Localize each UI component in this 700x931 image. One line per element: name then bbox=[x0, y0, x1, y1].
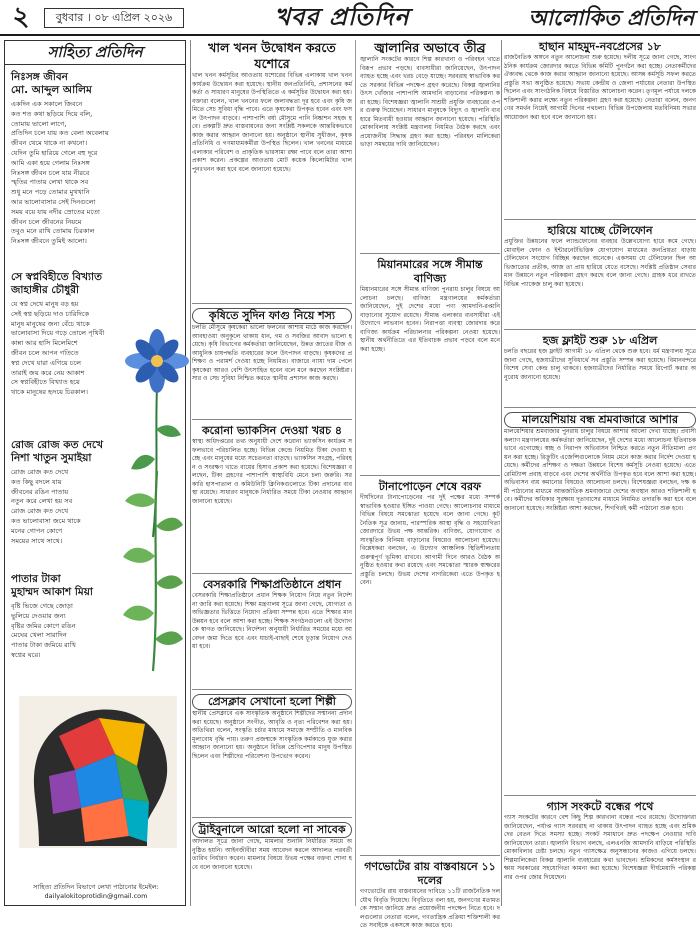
masthead bbox=[0, 0, 700, 36]
story-tribunal bbox=[192, 822, 352, 906]
colorful-head-illustration bbox=[19, 696, 177, 848]
story-headline: কৃষিতে সুদিন ফাগু নিয়ে শস্য bbox=[192, 308, 352, 324]
story-fuel-shortage bbox=[360, 40, 500, 254]
newspaper-title: খবর প্রতিদিন bbox=[274, 2, 410, 31]
story-telephone bbox=[504, 224, 696, 330]
story-body: গ্যাস সংকটের কারণে বেশ কিছু শিল্প কারখানা বন্ধের পথে রয়েছে। উদ্যোক্তারা জানিয়েছেন, পর্যাপ্ত গ্যাস সরবরাহ না থাকায় উৎপাদন ব্যাহত হচ্ছে এবং শ্রমিকদের বেতন দিতে সমস্যা হচ্ছে। সংকট সমাধানে দ্রুত পদক্ষেপ নেওয়ার দাবি জানিয়েছেন তারা। জ্বালানি বিভাগ বলছে, এলএনজি আমদানি বাড়িয়ে পরিস্থিতি মোকাবিলার চেষ্টা চলছে। নতুন গ্যাসক্ষেত্র অনুসন্ধানের কাজও এগিয়ে চলছে। শিল্পমালিকেরা বিকল্প জ্বালানি ব্যবহারের কথা ভাবছেন। শ্রমিকদের কর্মসংস্থান রক্ষায় সরকারের সহযোগিতা কামনা করা হয়েছে। বিশেষজ্ঞরা দীর্ঘমেয়াদি পরিকল্পনার ওপর জোর দিয়েছেন। bbox=[504, 814, 696, 881]
submission-email: dailyalokitoprotidin@gmail.com bbox=[44, 892, 148, 900]
literature-column bbox=[4, 40, 186, 906]
poem-text: বৃষ্টি ভিজে গেছে জোড়া ভুলিয়ে দেওয়ার জন্য বৃষ্টির জমির কোণে রঙিন মেঘের খেলা সারাদিন পাতার টাকা জমিয়ে রাখি স্বপ্নের ঘরে। bbox=[11, 602, 76, 659]
story-headline: টানাপোড়েন শেষে বরফ bbox=[378, 480, 482, 493]
page-number: ২ bbox=[12, 2, 30, 32]
story-headline: খাল খনন উদ্বোধন করতে যশোরে bbox=[208, 40, 336, 71]
poem-author: জাহাঙ্গীর চৌধুরী bbox=[11, 284, 79, 296]
story-headline: গণভোটের রায় বাস্তবায়নে ১১ দলের bbox=[364, 860, 496, 887]
story-body: জ্বালানি সংকটের কারণে শিল্প কারখানা ও পরিবহন খাতে বিরূপ প্রভাব পড়ছে। ব্যবসায়ীরা জানিয়েছেন, উৎপাদন ব্যাহত হচ্ছে এবং খরচ বেড়ে যাচ্ছে। সরবরাহ স্বাভাবিক করতে সরকার বিভিন্ন পদক্ষেপ গ্রহণ করেছে। বিকল্প জ্বালানির উৎস খোঁজার পাশাপাশি আমদানি বাড়ানোর পরিকল্পনা করা হচ্ছে। বিশেষজ্ঞরা জ্বালানি সাশ্রয়ী প্রযুক্তি ব্যবহারের ওপর গুরুত্ব দিয়েছেন। সাধারণ মানুষকে বিদ্যুৎ ও জ্বালানি ব্যবহারে মিতব্যয়ী হওয়ার আহ্বান জানানো হয়েছে। পরিস্থিতি মোকাবিলায় সংশ্লিষ্ট মন্ত্রণালয় নিয়মিত বৈঠক করছে এবং প্রয়োজনীয় সিদ্ধান্ত গ্রহণ করা হচ্ছে। পরিবহন মালিকেরা ভাড়া সমন্বয়ের দাবি জানিয়েছেন। bbox=[360, 56, 500, 148]
story-private-schools bbox=[192, 578, 352, 690]
poem-title: সে স্বপ্নবিহীতে বিখ্যাত bbox=[11, 271, 102, 283]
story-headline: মিয়ানমারের সঙ্গে সীমান্ত বাণিজ্য bbox=[377, 258, 483, 285]
poem-author: মো. আব্দুল আলিম bbox=[11, 84, 92, 96]
inner-column-divider bbox=[355, 40, 356, 906]
story-hasan-mahmud bbox=[504, 40, 696, 220]
poem-title: নিঃসঙ্গ জীবন bbox=[11, 71, 68, 83]
issue-date: বুধবার । ০৮ এপ্রিল ২০২৬ bbox=[44, 8, 184, 28]
literature-header: সাহিত্য প্রতিদিন bbox=[5, 41, 185, 65]
section-title: আলোকিত প্রতিদিন bbox=[528, 5, 694, 30]
story-body: গণভোটের রায় বাস্তবায়নের দাবিতে ১১টি রাজনৈতিক দল যৌথ বিবৃতি দিয়েছে। বিবৃতিতে বলা হয়, জনগণের মতামতকে সম্মান জানিয়ে দ্রুত প্রয়োজনীয় পদক্ষেপ নিতে হবে। দলগুলোর নেতারা বলেন, গণতান্ত্রিক প্রক্রিয়া শক্তিশালী করতে সবাইকে একসঙ্গে কাজ করতে হবে। bbox=[360, 888, 500, 929]
story-body: দীর্ঘদিনের টানাপোড়েনের পর দুই পক্ষের মধ্যে সম্পর্ক স্বাভাবিক হওয়ার ইঙ্গিত পাওয়া গেছে। আলোচনার মাধ্যমে বিভিন্ন বিষয়ে সমঝোতা হয়েছে বলে জানা গেছে। কূটনৈতিক সূত্র জানায়, পারস্পরিক আস্থা বৃদ্ধি ও সহযোগিতা জোরদারে উভয় পক্ষ আন্তরিক। বাণিজ্য, যোগাযোগ ও সাংস্কৃতিক বিনিময় বাড়ানোর বিষয়েও আলোচনা হয়েছে। বিশ্লেষকরা বলছেন, এ উদ্যোগ আঞ্চলিক স্থিতিশীলতায় গুরুত্বপূর্ণ ভূমিকা রাখবে। আগামী দিনে আরও বৈঠক অনুষ্ঠিত হওয়ার কথা রয়েছে এবং সমঝোতা স্মারক স্বাক্ষরের প্রস্তুতি চলছে। উভয় দেশের নাগরিকেরা এতে উপকৃত হবেন। bbox=[360, 494, 500, 586]
story-body: স্থানীয় প্রেসক্লাবে এক সাংস্কৃতিক অনুষ্ঠানে শিল্পীদের সম্মাননা প্রদান করা হয়েছে। অনুষ্ঠানে সংগীত, আবৃত্তি ও নৃত্য পরিবেশন করা হয়। অতিথিরা বলেন, সংস্কৃতি চর্চার মাধ্যমে সমাজে সম্প্রীতি ও মানবিক মূল্যবোধ বৃদ্ধি পায়। তরুণ প্রজন্মকে সাংস্কৃতিক কর্মকাণ্ডে যুক্ত করার আহ্বান জানানো হয়। অনুষ্ঠানে বিভিন্ন শ্রেণিপেশার মানুষ উপস্থিত ছিলেন এবং শিল্পীদের পরিবেশনা উপভোগ করেন। bbox=[192, 710, 352, 760]
story-headline: বেসরকারি শিক্ষাপ্রতিষ্ঠানে প্রধান bbox=[202, 578, 342, 591]
story-body: রাজনৈতিক অঙ্গনে নতুন আলোচনা শুরু হয়েছে। দলীয় সূত্রে জানা গেছে, সাংগঠনিক কার্যক্রম জোরদার করতে বিভিন্ন কমিটি পুনর্গঠন করা হচ্ছে। নেতাকর্মীদের ঐক্যবদ্ধ থেকে কাজ করার আহ্বান জানানো হয়েছে। আসন্ন কর্মসূচি সফল করতে প্রস্তুতি সভা অনুষ্ঠিত হয়েছে। সভায় কেন্দ্রীয় ও জেলা পর্যায়ের নেতারা উপস্থিত ছিলেন এবং সাংগঠনিক বিষয়ে বিস্তারিত আলোচনা করেন। তৃণমূল পর্যায়ে দলকে শক্তিশালী করার লক্ষ্যে নতুন পরিকল্পনা গ্রহণ করা হয়েছে। নেতারা বলেন, জনগণের সমর্থন নিয়েই আগামী দিনের পথচলা। বিভিন্ন উপজেলায় মতবিনিময় সভার আয়োজন করা হবে বলে জানানো হয়। bbox=[504, 54, 696, 121]
story-headline: মালয়েশিয়ায় বন্ধ শ্রমবাজারে আশার bbox=[504, 412, 696, 428]
story-headline: হজ ফ্লাইট শুরু ১৮ এপ্রিল bbox=[542, 334, 658, 347]
story-body: চলতি মৌসুমে কৃষকেরা ভালো ফলনের আশায় মাঠে কাজ করছেন। আবহাওয়া অনুকূলে থাকায় ধান, গম ও সবজির আবাদ ভালো হয়েছে। কৃষি বিভাগের কর্মকর্তারা জানিয়েছেন, উন্নত জাতের বীজ ও আধুনিক চাষপদ্ধতি ব্যবহারের ফলে উৎপাদন বাড়ছে। কৃষকদের প্রশিক্ষণ ও পরামর্শ দেওয়া হচ্ছে নিয়মিত। বাজারে ন্যায্য দাম পেলে কৃষকেরা আরও বেশি উৎসাহিত হবেন বলে মনে করছেন সংশ্লিষ্টরা। সার ও সেচ সুবিধা নিশ্চিত করতে স্থানীয় প্রশাসন কাজ করছে। bbox=[192, 324, 352, 382]
story-hajj-flight bbox=[504, 334, 696, 408]
story-malaysia-labour bbox=[504, 412, 696, 796]
green-leaves-illustration bbox=[123, 471, 185, 671]
story-vaccine bbox=[192, 424, 352, 574]
story-body: খাল খনন কর্মসূচির আওতায় যশোরের বিভিন্ন এলাকায় খাল খনন কার্যক্রম উদ্বোধন করা হয়েছে। স্থানীয় জনপ্রতিনিধি, প্রশাসনের কর্মকর্তা ও সাধারণ মানুষের উপস্থিতিতে এ কর্মসূচির উদ্বোধন করা হয়। বক্তারা বলেন, খাল খননের ফলে জলাবদ্ধতা দূর হবে এবং কৃষি জমিতে সেচ সুবিধা বৃদ্ধি পাবে। এতে কৃষকেরা উপকৃত হবেন এবং ফসল উৎপাদন বাড়বে। পাশাপাশি বর্ষা মৌসুমে পানি নিষ্কাশন সহজ হবে। প্রকল্পটি দ্রুত বাস্তবায়নের জন্য সংশ্লিষ্ট সকলকে আন্তরিকভাবে কাজ করার আহ্বান জানানো হয়। অনুষ্ঠানে স্থানীয় সুধীজন, কৃষক প্রতিনিধি ও গণমাধ্যমকর্মীরা উপস্থিত ছিলেন। খাল খননের মাধ্যমে এলাকার পরিবেশ ও প্রাকৃতিক ভারসাম্য রক্ষা পাবে বলে তারা আশা প্রকাশ করেন। প্রকল্পের আওতায় মোট কয়েক কিলোমিটার খাল পুনঃখনন করা হবে বলে জানানো হয়েছে। bbox=[192, 72, 352, 173]
story-body: আদালত সূত্রে জানা গেছে, মামলার শুনানি নির্ধারিত সময়ে অনুষ্ঠিত হয়নি। আইনজীবীরা সময় আবেদন করলে আদালত পরবর্তী তারিখ নির্ধারণ করেন। মামলার বিষয়ে উভয় পক্ষের বক্তব্য শোনা হবে বলে জানানো হয়েছে। bbox=[192, 838, 352, 871]
right-column bbox=[504, 40, 696, 906]
poem-text: একদিন এক সকালে জিবনে কত শত কথা ছড়িয়ে দিয়ে বলি, তোমায় ভালো লাগে, প্রতিদিন চলে যায় কত বেলা অবেলায় জীবন থেমে থাকে না কখনো। যেদিন তুমি হারিয়ে গেলে বহু দূরে আমি একা হয়ে গেলাম নিঃসঙ্গ নিঃসঙ্গ জীবন চলে যায় নীরবে স্মৃতির পাতায় লেখা থাকে সব শুধু মনে পড়ে তোমার মুখখানি আর ভালোবাসার সেই দিনগুলো সময় বয়ে যায় নদীর স্রোতের মতো জীবন চলে জীবনের নিয়মে তবুও মনে রাখি তোমায় চিরকাল নিঃসঙ্গ জীবনে তুমিই আলো। bbox=[11, 100, 109, 246]
story-gas-crisis bbox=[504, 800, 696, 906]
story-referendum bbox=[360, 860, 500, 929]
column-divider bbox=[501, 40, 502, 906]
poem-text: রোজ রোজ কত দেখে কত কিছু বদলে যায় জীবনের রঙিন পাতায় নতুন করে লেখা হয় সব রোজ রোজ কত দেখে কত ভালোবাসা জমে থাকে মনের গোপন কোণে সময়ের সাথে সাথে। bbox=[11, 468, 81, 545]
story-agriculture bbox=[192, 308, 352, 420]
poem-1 bbox=[11, 71, 181, 260]
poem-title: পাতার টাকা bbox=[11, 573, 61, 585]
poem-title: রোজ রোজ কত দেখে bbox=[11, 439, 104, 451]
poem-text: যে স্বপ্ন দেখে মানুষ বড় হয় সেই স্বপ্ন ছড়িয়ে দাও চারিদিকে মানুষ মানুষের জন্য বেঁচে থাকে ভালোবাসা দিয়ে গড়ে তোলে পৃথিবী কান্না আর হাসি মিলেমিশে জীবন চলে আপন গতিতে স্বপ্ন দেখে যারা এগিয়ে চলে তারাই জয় করে নেয় আকাশ সে স্বপ্নবিহীতে বিখ্যাত হয়ে থাকে মানুষের হৃদয়ে চিরকাল। bbox=[11, 300, 105, 397]
story-headline: গ্যাস সংকটে বন্ধের পথে bbox=[546, 800, 654, 813]
story-body: চলতি বছরের হজ ফ্লাইট আগামী ১৮ এপ্রিল থেকে শুরু হবে। ধর্ম মন্ত্রণালয় সূত্রে জানা গেছে, হজযাত্রীদের সুবিধার্থে সব প্রস্তুতি সম্পন্ন করা হয়েছে। বিমানবন্দরে বিশেষ সেবা কেন্দ্র চালু থাকবে। হজযাত্রীদের নির্ধারিত সময়ে রিপোর্ট করার অনুরোধ জানানো হয়েছে। bbox=[504, 348, 696, 381]
story-myanmar-trade bbox=[360, 258, 500, 476]
poem-author: মুহাম্মদ আকাশ মিয়া bbox=[11, 586, 93, 598]
story-tension-ends bbox=[360, 480, 500, 856]
story-press-club bbox=[192, 694, 352, 818]
submission-note: সাহিত্য প্রতিদিন বিভাগে লেখা পাঠানোর ইমেইল: bbox=[33, 883, 159, 891]
story-body: মালয়েশিয়ার শ্রমবাজার পুনরায় চালুর বিষয়ে আশার আলো দেখা যাচ্ছে। প্রবাসী কল্যাণ মন্ত্রণালয়ের কর্মকর্তারা জানিয়েছেন, দুই দেশের মধ্যে আলোচনা ইতিবাচকভাবে এগোচ্ছে। স্বচ্ছ ও নিরাপদ অভিবাসন নিশ্চিত করতে নতুন নীতিমালা প্রণয়ন করা হচ্ছে। রিক্রুটিং এজেন্সিগুলোকে নিয়ম মেনে কাজ করার নির্দেশ দেওয়া হয়েছে। কর্মীদের প্রশিক্ষণ ও দক্ষতা উন্নয়নে বিশেষ কর্মসূচি নেওয়া হয়েছে। এতে রেমিট্যান্স প্রবাহ বাড়বে এবং দেশের অর্থনীতি উপকৃত হবে বলে আশা করা হচ্ছে। অভিবাসন ব্যয় কমানোর বিষয়েও আলোচনা চলছে। বিশেষজ্ঞরা বলছেন, দক্ষ কর্মী পাঠানোর মাধ্যমে আন্তর্জাতিক শ্রমবাজারে দেশের অবস্থান আরও শক্তিশালী হবে। কর্মীদের অধিকার সুরক্ষায় দূতাবাসের মাধ্যমে নিয়মিত তদারকি করা হবে বলে জানানো হয়েছে। সংশ্লিষ্টরা আশা করছেন, শিগগিরই কর্মী পাঠানো শুরু হবে। bbox=[504, 428, 696, 512]
story-headline: হারিয়ে যাচ্ছে টেলিফোন bbox=[547, 224, 653, 237]
column-divider bbox=[190, 40, 191, 906]
story-canal-excavation bbox=[192, 40, 352, 304]
middle-column bbox=[192, 40, 500, 929]
poem-author: নিশা খাতুন সুমাইয়া bbox=[11, 452, 92, 464]
story-body: বেসরকারি শিক্ষাপ্রতিষ্ঠানে প্রধান শিক্ষক নিয়োগ নিয়ে নতুন নির্দেশনা জারি করা হয়েছে। শিক্ষা মন্ত্রণালয় সূত্রে জানা গেছে, যোগ্যতা ও অভিজ্ঞতার ভিত্তিতে নিয়োগ প্রক্রিয়া সম্পন্ন হবে। এতে শিক্ষার মান উন্নয়ন হবে বলে আশা করা হচ্ছে। শিক্ষক সংগঠনগুলো এই উদ্যোগকে স্বাগত জানিয়েছে। নির্দেশনা অনুযায়ী নির্ধারিত সময়ের মধ্যে আবেদন জমা দিতে হবে এবং যাচাই-বাছাই শেষে চূড়ান্ত নিয়োগ দেওয়া হবে। bbox=[192, 592, 352, 650]
story-headline: প্রেসক্লাব সেখানো হলো শিল্পী bbox=[192, 694, 352, 710]
story-body: স্বাস্থ্য অধিদপ্তরের তথ্য অনুযায়ী দেশে করোনা ভ্যাকসিন কার্যক্রম সফলভাবে পরিচালিত হচ্ছে। বিভিন্ন কেন্দ্রে নিয়মিত টিকা দেওয়া হচ্ছে এবং মানুষের মধ্যে সচেতনতা বাড়ছে। ভ্যাকসিন সংগ্রহ, পরিবহন ও সংরক্ষণ খাতে ব্যয়ের হিসাব প্রকাশ করা হয়েছে। বিশেষজ্ঞরা বলছেন, টিকা গ্রহণের পাশাপাশি স্বাস্থ্যবিধি মেনে চলা জরুরি। সরকারি হাসপাতাল ও কমিউনিটি ক্লিনিকগুলোতে টিকা প্রদানের ব্যবস্থা রয়েছে। সাধারণ মানুষকে নির্ধারিত সময়ে টিকা নেওয়ার আহ্বান জানানো হয়েছে। bbox=[192, 438, 352, 505]
story-headline: ট্রাইবুনালে আরো হলো না সাবেক bbox=[192, 822, 352, 838]
story-headline: করোনা ভ্যাকসিন দেওয়া খরচ ৪ bbox=[201, 424, 343, 437]
story-headline: হাছান মাহমুদ-নবপ্রেসের ১৮ bbox=[539, 40, 661, 53]
literature-footer bbox=[11, 883, 181, 901]
story-body: প্রযুক্তির উন্নয়নের ফলে ল্যান্ডফোনের ব্যবহার উল্লেখযোগ্য হারে কমে গেছে। মোবাইল ফোন ও ইন্টারনেটভিত্তিক যোগাযোগ মাধ্যমের জনপ্রিয়তা বাড়ায় টেলিফোন সংযোগ বিচ্ছিন্ন করছেন অনেকে। একসময় যে টেলিফোন ছিল আভিজাত্যের প্রতীক, আজ তা প্রায় হারিয়ে যেতে বসেছে। সংশ্লিষ্ট প্রতিষ্ঠান সেবার মান উন্নয়নে নতুন পরিকল্পনা গ্রহণ করছে বলে জানা গেছে। গ্রাহক ধরে রাখতে বিভিন্ন প্যাকেজ চালু করা হয়েছে। bbox=[504, 238, 696, 288]
story-headline: জ্বালানির অভাবে তীব্র bbox=[374, 40, 486, 55]
story-body: মিয়ানমারের সঙ্গে সীমান্ত বাণিজ্য পুনরায় চালুর বিষয়ে আলোচনা চলছে। বাণিজ্য মন্ত্রণালয়ের কর্মকর্তারা জানিয়েছেন, দুই দেশের মধ্যে পণ্য আমদানি-রপ্তানি বাড়ানোর সুযোগ রয়েছে। সীমান্ত এলাকার ব্যবসায়ীরা এই উদ্যোগে লাভবান হবেন। নিরাপত্তা ব্যবস্থা জোরদার করে বাণিজ্য কার্যক্রম পরিচালনার পরিকল্পনা নেওয়া হয়েছে। স্থানীয় অর্থনীতিতে এর ইতিবাচক প্রভাব পড়বে বলে মনে করা হচ্ছে। bbox=[360, 286, 500, 353]
